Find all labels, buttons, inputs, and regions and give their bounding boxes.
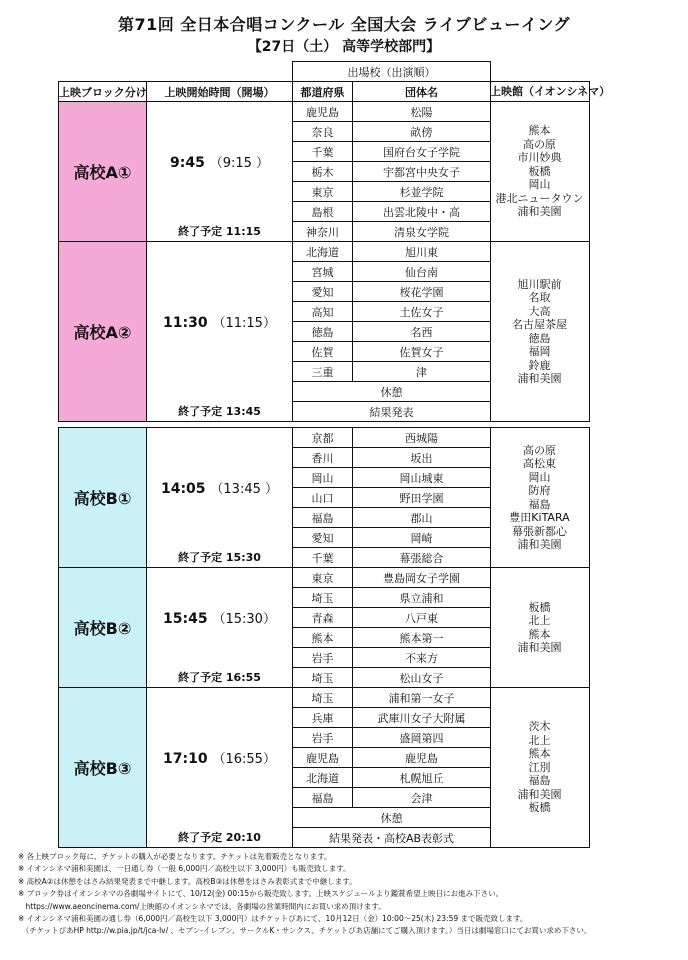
prefecture-cell: 埼玉 [293, 588, 353, 608]
header-start-time: 上映開始時間（開場） [147, 82, 293, 102]
group-name-cell: 西城陽 [353, 428, 491, 448]
start-time [147, 748, 292, 767]
group-name-cell: 宇都宮中央女子 [353, 162, 491, 182]
group-name-cell: 郡山 [353, 508, 491, 528]
note-line: ※ イオンシネマ浦和美園は、一日通し券（一般 6,000円／高校生以下 3,000円）も販売致します。 [18, 864, 351, 874]
venue-item: 熊本 [528, 627, 551, 641]
block-label: 高校A② [59, 242, 147, 422]
start-time [147, 152, 292, 171]
start-time-value: 15:45 [163, 610, 213, 627]
venue-list [490, 101, 590, 242]
open-time-value: （13:45 ） [210, 481, 279, 497]
start-time [147, 312, 292, 331]
schedule-table [58, 61, 491, 848]
prefecture-cell: 鹿児島 [293, 102, 353, 122]
note-line: ※ 高校A②は休憩をはさみ結果発表まで中継します。高校B③は休憩をはさみ表彰式まで中継します。 [18, 876, 357, 886]
venue-item: 板橋 [528, 600, 551, 614]
venue-item: 名古屋茶屋 [512, 318, 567, 331]
start-time [147, 608, 292, 627]
block-label: 高校B② [59, 568, 147, 688]
table-row [59, 688, 491, 708]
group-name-cell: 札幌旭丘 [353, 768, 491, 788]
venue-item: 北上 [528, 733, 551, 747]
venue-item: 北上 [528, 614, 551, 627]
start-time-cell [147, 688, 293, 848]
start-time-value: 14:05 [160, 480, 211, 497]
table-row [59, 102, 491, 122]
prefecture-cell: 東京 [293, 568, 353, 588]
venue-item: 豊田KiTARA [509, 511, 570, 524]
venue-list [490, 567, 590, 688]
block-label: 高校B③ [59, 688, 147, 848]
venue-list [490, 241, 590, 422]
header-group-participants: 出場校（出演順） [293, 62, 491, 82]
prefecture-cell: 熊本 [293, 628, 353, 648]
venue-item: 浦和美園 [517, 787, 562, 801]
venue-item: 高の原 [523, 137, 556, 151]
prefecture-cell: 奈良 [293, 122, 353, 142]
group-name-cell: 坂出 [353, 448, 491, 468]
prefecture-cell: 兵庫 [293, 708, 353, 728]
group-name-cell: 岡崎 [353, 528, 491, 548]
note-line: ※ 各上映ブロック毎に、チケットの購入が必要となります。チケットは先着販売となります。 [18, 852, 332, 861]
venue-item: 徳島 [528, 331, 551, 345]
prefecture-cell: 愛知 [293, 282, 353, 302]
prefecture-cell: 青森 [293, 608, 353, 628]
start-time-cell [147, 428, 293, 568]
note-line: https://www.aeoncinema.com/上映館のイオンシネマでは、各劇場の営業時間内にお買い求め頂けます。 [18, 901, 386, 911]
venue-item: 岡山 [528, 178, 551, 192]
prefecture-cell: 佐賀 [293, 342, 353, 362]
prefecture-cell: 栃木 [293, 162, 353, 182]
group-name-cell: 野田学園 [353, 488, 491, 508]
venue-item: 幕張新都心 [512, 524, 567, 538]
header-group-name: 団体名 [353, 82, 491, 102]
page-subtitle: 【27日（土） 高等学校部門】 [247, 39, 441, 55]
group-name-cell: 名西 [353, 322, 491, 342]
group-name-cell: 不来方 [353, 648, 491, 668]
venue-item: 江別 [528, 760, 551, 774]
group-name-cell: 豊島岡女子学園 [353, 568, 491, 588]
group-name-cell: 旭川東 [353, 242, 491, 262]
venue-item: 茨木 [528, 720, 551, 734]
table-row [59, 242, 491, 262]
group-name-cell: 松山女子 [353, 668, 491, 688]
prefecture-cell: 千葉 [293, 142, 353, 162]
group-name-cell: 鹿児島 [353, 748, 491, 768]
group-name-cell: 岡山城東 [353, 468, 491, 488]
prefecture-cell: 福島 [293, 788, 353, 808]
start-time-value: 11:30 [163, 314, 213, 331]
group-name-cell: 津 [353, 362, 491, 382]
prefecture-cell: 香川 [293, 448, 353, 468]
start-time [147, 478, 292, 497]
program-item: 結果発表・高校AB表彰式 [293, 828, 491, 848]
note-line: （チケットぴあHP http://w.pia.jp/t/jca-lv/ 、セブン-イレブン、サークルK・サンクス、チケットぴあ店舗にてご購入頂けます。）当日は劇場窓口にてお買い求め下さい。 [18, 926, 592, 936]
venue-item: 浦和美園 [517, 372, 562, 385]
prefecture-cell: 東京 [293, 182, 353, 202]
header-prefecture: 都道府県 [293, 82, 353, 102]
venue-item: 旭川駅前 [517, 277, 562, 291]
group-name-cell: 桜花学園 [353, 282, 491, 302]
prefecture-cell: 岩手 [293, 648, 353, 668]
notes [18, 851, 678, 938]
prefecture-cell: 徳島 [293, 322, 353, 342]
end-time: 終了予定 16:55 [178, 671, 261, 684]
venue-item: 板橋 [528, 164, 551, 178]
venue-item: 港北ニュータウン [495, 191, 584, 205]
group-name-cell: 畝傍 [353, 122, 491, 142]
program-item: 結果発表 [293, 402, 491, 422]
page-title: 第71回 全日本合唱コンクール 全国大会 ライブビューイング [117, 15, 571, 34]
group-name-cell: 国府台女子学院 [353, 142, 491, 162]
venue-item: 市川妙典 [517, 151, 562, 165]
prefecture-cell: 三重 [293, 362, 353, 382]
prefecture-cell: 愛知 [293, 528, 353, 548]
venue-item: 岡山 [528, 470, 551, 484]
program-item: 休憩 [293, 382, 491, 402]
schedule-table-wrapper [58, 61, 490, 848]
venue-item: 福島 [528, 497, 551, 511]
start-time-cell [147, 568, 293, 688]
prefecture-cell: 埼玉 [293, 668, 353, 688]
open-time-value: （9:15 ） [209, 155, 270, 171]
note-line: ※ イオンシネマ浦和美園の通し券（6,000円／高校生以下 3,000円）はチケットぴあにて、10月12日（金）10:00〜25(木) 23:59 まで販売致します。 [18, 914, 528, 924]
group-name-cell: 県立浦和 [353, 588, 491, 608]
block-label: 高校B① [59, 428, 147, 568]
end-time: 終了予定 20:10 [178, 831, 261, 844]
table-row [59, 428, 491, 448]
header-block: 上映ブロック分け [59, 82, 147, 102]
prefecture-cell: 北海道 [293, 242, 353, 262]
prefecture-cell: 福島 [293, 508, 353, 528]
start-time-value: 9:45 [169, 154, 210, 171]
group-name-cell: 土佐女子 [353, 302, 491, 322]
group-name-cell: 盛岡第四 [353, 728, 491, 748]
venue-item: 福島 [528, 774, 551, 788]
prefecture-cell: 山口 [293, 488, 353, 508]
group-name-cell: 八戸東 [353, 608, 491, 628]
start-time-cell [147, 102, 293, 242]
group-name-cell: 武庫川女子大附属 [353, 708, 491, 728]
venue-item: 名取 [528, 291, 551, 304]
group-name-cell: 熊本第一 [353, 628, 491, 648]
prefecture-cell: 埼玉 [293, 688, 353, 708]
group-name-cell: 幕張総合 [353, 548, 491, 568]
open-time-value: （11:15） [212, 315, 276, 331]
prefecture-cell: 鹿児島 [293, 748, 353, 768]
venue-item: 浦和美園 [517, 538, 562, 551]
group-name-cell: 出雲北陵中・高 [353, 202, 491, 222]
start-time-cell [147, 242, 293, 422]
table-row [59, 568, 491, 588]
venue-item: 浦和美園 [517, 641, 562, 654]
end-time: 終了予定 15:30 [178, 551, 261, 564]
group-name-cell: 清泉女学院 [353, 222, 491, 242]
venue-item: 高松東 [523, 457, 556, 470]
prefecture-cell: 北海道 [293, 768, 353, 788]
group-name-cell: 会津 [353, 788, 491, 808]
block-label: 高校A① [59, 102, 147, 242]
venue-item: 浦和美園 [517, 205, 562, 219]
venue-item: 防府 [528, 484, 551, 497]
venue-item: 板橋 [528, 801, 551, 815]
prefecture-cell: 宮城 [293, 262, 353, 282]
venue-item: 大高 [528, 304, 551, 318]
group-name-cell: 松陽 [353, 102, 491, 122]
group-name-cell: 仙台南 [353, 262, 491, 282]
group-name-cell: 佐賀女子 [353, 342, 491, 362]
prefecture-cell: 神奈川 [293, 222, 353, 242]
prefecture-cell: 島根 [293, 202, 353, 222]
prefecture-cell: 高知 [293, 302, 353, 322]
venue-item: 熊本 [528, 747, 551, 761]
open-time-value: （16:55） [212, 751, 276, 767]
start-time-value: 17:10 [163, 750, 213, 767]
prefecture-cell: 岡山 [293, 468, 353, 488]
prefecture-cell: 京都 [293, 428, 353, 448]
group-name-cell: 杉並学院 [353, 182, 491, 202]
venue-list [490, 427, 590, 568]
header-venue: 上映館（イオンシネマ） [490, 81, 590, 102]
program-item: 休憩 [293, 808, 491, 828]
end-time: 終了予定 13:45 [178, 405, 261, 418]
group-name-cell: 浦和第一女子 [353, 688, 491, 708]
venue-item: 福岡 [528, 345, 551, 358]
note-line: ※ ブロック券はイオンシネマの各劇場サイトにて、10/12(金) 00:15から販売致します。上映スケジュールより鑑賞希望上映日にお進み下さい。 [18, 889, 504, 899]
open-time-value: （15:30） [212, 611, 276, 627]
venue-item: 高の原 [523, 443, 556, 457]
venue-list [490, 687, 590, 848]
prefecture-cell: 千葉 [293, 548, 353, 568]
venue-item: 熊本 [528, 124, 551, 138]
end-time: 終了予定 11:15 [178, 225, 261, 238]
venue-item: 鈴鹿 [528, 358, 551, 372]
prefecture-cell: 岩手 [293, 728, 353, 748]
